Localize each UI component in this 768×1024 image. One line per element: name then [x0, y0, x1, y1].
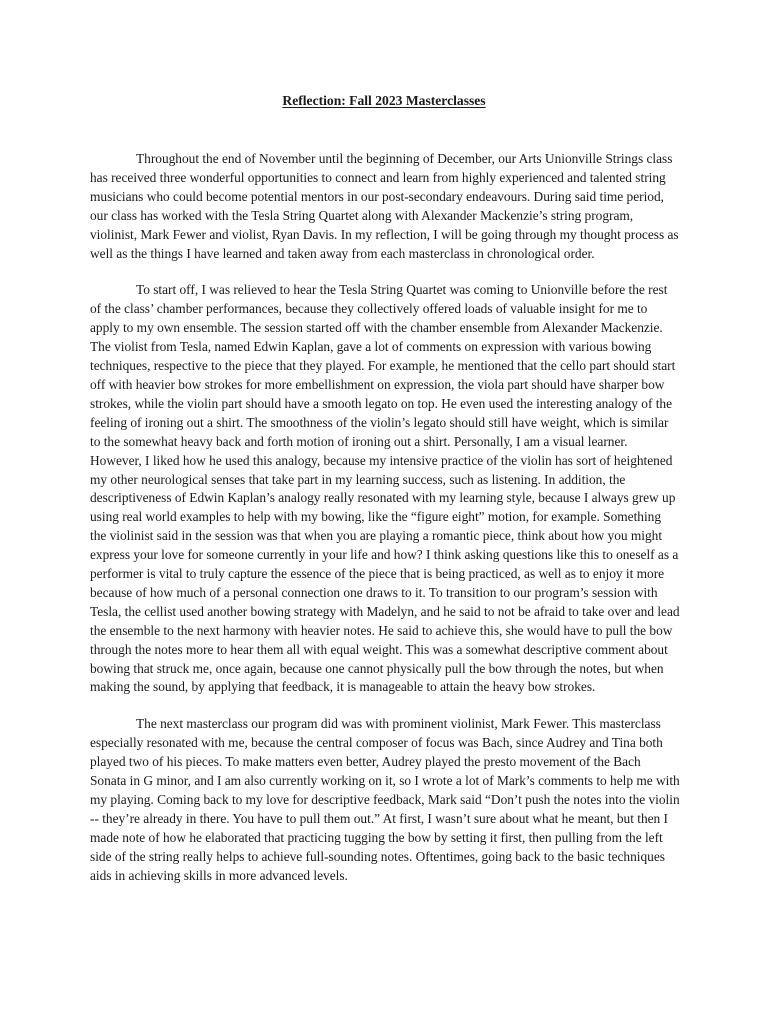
- paragraph-introduction: Throughout the end of November until the beginning of December, our Arts Unionville Strings class has received three wonderful opportunities to connect and learn from highly experienced and talented string musicians who could become potential mentors in our post-secondary endeavours. During said time period, our class has worked with the Tesla String Quartet along with Alexander Mackenzie’s string program, violinist, Mark Fewer and violist, Ryan Davis. In my reflection, I will be going through my thought process as well as the things I have learned and taken away from each masterclass in chronological order.: [90, 151, 679, 261]
- paragraph-tesla-quartet: To start off, I was relieved to hear the Tesla String Quartet was coming to Unionville before the rest of the class’ chamber performances, because they collectively offered loads of valuable insight for me to apply to my own ensemble. The session started off with the chamber ensemble from Alexander Mackenzie. The violist from Tesla, named Edwin Kaplan, gave a lot of comments on expression with various bowing techniques, respective to the piece that they played. For example, he mentioned that the cello part should start off with heavier bow strokes for more embellishment on expression, the viola part should have sharper bow strokes, while the violin part should have a smooth legato on top. He even used the interesting analogy of the feeling of ironing out a shirt. The smoothness of the violin’s legato should still have weight, which is similar to the somewhat heavy back and forth motion of ironing out a shirt. Personally, I am a visual learner. However, I liked how he used this analogy, because my intensive practice of the violin has sort of heightened my other neurological senses that take part in my learning success, such as listening. In addition, the descriptiveness of Edwin Kaplan’s analogy really resonated with my learning style, because I always grew up using real world examples to help with my bowing, like the “figure eight” motion, for example. Something the violinist said in the session was that when you are playing a romantic piece, think about how you might express your love for someone currently in your life and how? I think asking questions like this to oneself as a performer is vital to truly capture the essence of the piece that is being practiced, as well as to enjoy it more because of how much of a personal connection one draws to it. To transition to our program’s session with Tesla, the cellist used another bowing strategy with Madelyn, and he said to not be afraid to take over and lead the ensemble to the next harmony with heavier notes. He said to achieve this, she would have to pull the bow through the notes more to hear them all with equal weight. This was a somewhat descriptive comment about bowing that struck me, once again, because one cannot physically pull the bow through the notes, but when making the sound, by applying that feedback, it is manageable to attain the heavy bow strokes.: [90, 282, 680, 695]
- document-title: Reflection: Fall 2023 Masterclasses: [282, 93, 486, 108]
- paragraph-mark-fewer: The next masterclass our program did was with prominent violinist, Mark Fewer. This masterclass especially resonated with me, because the central composer of focus was Bach, since Audrey and Tina both played two of his pieces. To make matters even better, Audrey played the presto movement of the Bach Sonata in G minor, and I am also currently working on it, so I wrote a lot of Mark’s comments to help me with my playing. Coming back to my love for descriptive feedback, Mark said “Don’t push the notes into the violin -- they’re already in there. You have to pull them out.” At first, I wasn’t sure about what he meant, but then I made note of how he elaborated that practicing tugging the bow by setting it first, then pulling from the left side of the string really helps to achieve full-sounding notes. Oftentimes, going back to the basic techniques aids in achieving skills in more advanced levels.: [90, 716, 680, 883]
- document-body: [90, 150, 680, 904]
